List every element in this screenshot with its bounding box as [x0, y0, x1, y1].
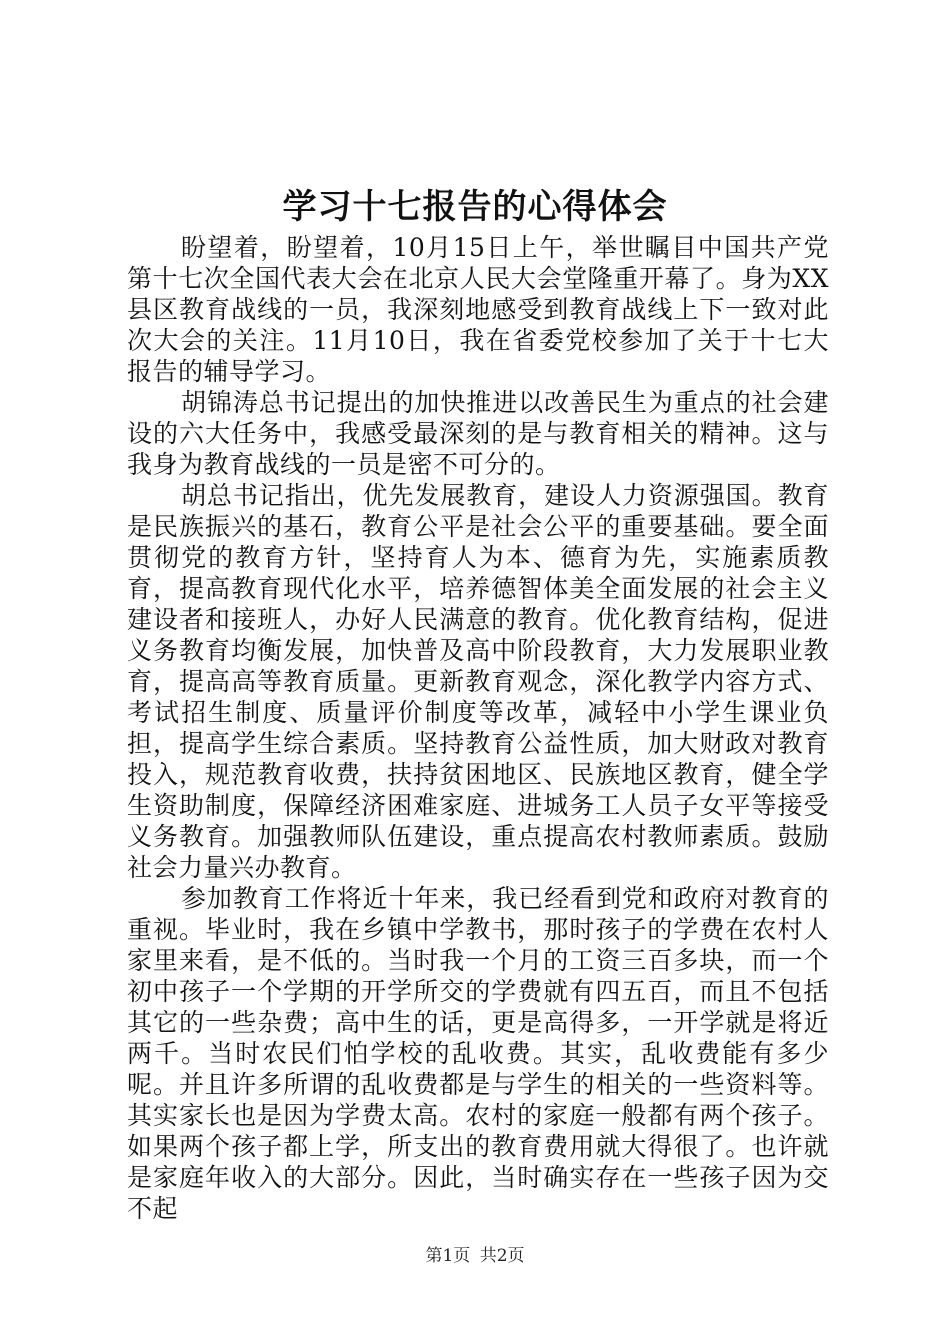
document-title: 学习十七报告的心得体会 — [282, 187, 668, 227]
page-footer — [0, 1244, 950, 1268]
paragraph-1: 盼望着，盼望着，10月15日上午，举世瞩目中国共产党第十七次全国代表大会在北京人民大会堂隆重开幕了。身为XX县区教育战线的一员，我深刻地感受到教育战线上下一致对此次大会的关注。11月10日，我在省委党校参加了关于十七大报告的辅导学习。 — [127, 233, 829, 386]
paragraph-3: 胡总书记指出，优先发展教育，建设人力资源强国。教育是民族振兴的基石，教育公平是社会公平的重要基础。要全面贯彻党的教育方针，坚持育人为本、德育为先，实施素质教育，提高教育现代化水平，培养德智体美全面发展的社会主义建设者和接班人，办好人民满意的教育。优化教育结构，促进义务教育均衡发展，加快普及高中阶段教育，大力发展职业教育，提高高等教育质量。更新教育观念，深化教学内容方式、考试招生制度、质量评价制度等改革，减轻中小学生课业负担，提高学生综合素质。坚持教育公益性质，加大财政对教育投入，规范教育收费，扶持贫困地区、民族地区教育，健全学生资助制度，保障经济困难家庭、进城务工人员子女平等接受义务教育。加强教师队伍建设，重点提高农村教师素质。鼓励社会力量兴办教育。 — [127, 481, 829, 882]
page-number: 第1页 — [425, 1246, 471, 1266]
paragraph-2: 胡锦涛总书记提出的加快推进以改善民生为重点的社会建设的六大任务中，我感受最深刻的是与教育相关的精神。这与我身为教育战线的一员是密不可分的。 — [127, 388, 829, 479]
document-body — [127, 232, 829, 1224]
page-total: 共2页 — [479, 1246, 525, 1266]
paragraph-4: 参加教育工作将近十年来，我已经看到党和政府对教育的重视。毕业时，我在乡镇中学教书，那时孩子的学费在农村人家里来看，是不低的。当时我一个月的工资三百多块，而一个初中孩子一个学期的开学所交的学费就有四五百，而且不包括其它的一些杂费；高中生的话，更是高得多，一开学就是将近两千。当时农民们怕学校的乱收费。其实，乱收费能有多少呢。并且许多所谓的乱收费都是与学生的相关的一些资料等。其实家长也是因为学费太高。农村的家庭一般都有两个孩子。如果两个孩子都上学，所支出的教育费用就大得很了。也许就是家庭年收入的大部分。因此，当时确实存在一些孩子因为交不起 — [127, 884, 829, 1223]
